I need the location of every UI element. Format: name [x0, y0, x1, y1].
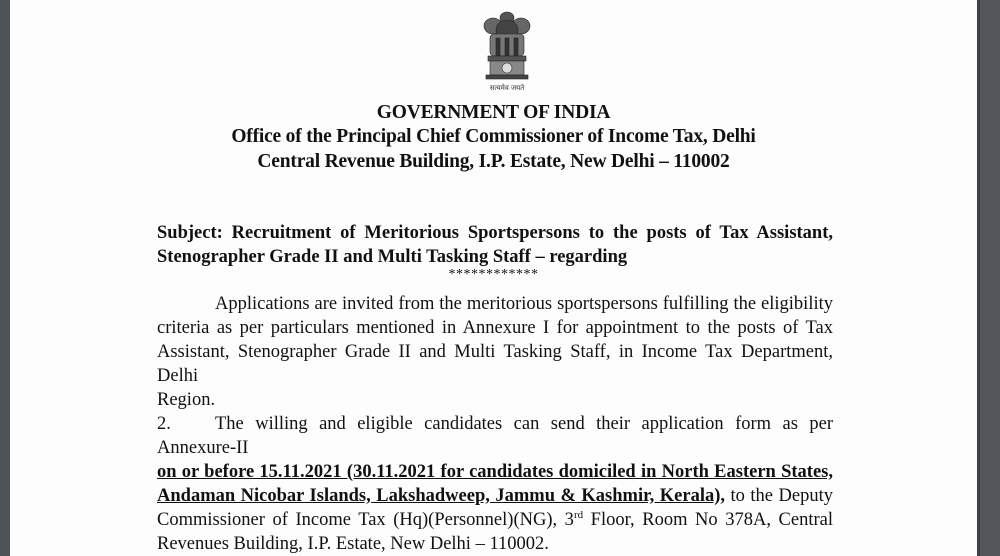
paragraph-1-line-3: Assistant, Stenographer Grade II and Multi Tasking Staff, in Income Tax Department, Delhi	[157, 342, 833, 386]
paragraph-number: 2.	[157, 414, 171, 434]
paragraph-2-line-4-pre: Commissioner of Income Tax (Hq)(Personnel)(NG), 3	[157, 510, 574, 530]
viewer-scrollbar-track[interactable]	[977, 0, 1000, 556]
paragraph-2-line-4-post: Floor, Room No 378A, Central	[583, 510, 833, 530]
paragraph-2-line-1	[157, 412, 833, 460]
deadline-highlight-line-2: Andaman Nicobar Islands, Lakshadweep, Jammu & Kashmir, Kerala),	[157, 486, 725, 506]
subject-block	[157, 221, 833, 269]
document-page	[10, 0, 977, 556]
deadline-highlight-line-1: on or before 15.11.2021 (30.11.2021 for candidates domiciled in North Eastern States,	[157, 462, 833, 482]
paragraph-2-line-4	[157, 508, 833, 532]
paragraph-1	[157, 292, 833, 412]
subject-line-2: Stenographer Grade II and Multi Tasking Staff – regarding	[157, 247, 628, 267]
separator: ************	[448, 267, 539, 282]
viewer-left-gutter	[0, 0, 10, 556]
svg-text:सत्यमेव जयते: सत्यमेव जयते	[489, 84, 525, 92]
paragraph-2-line-5: Revenues Building, I.P. Estate, New Delhi – 110002.	[157, 534, 549, 554]
paragraph-2	[157, 412, 833, 556]
header-government-of-india: GOVERNMENT OF INDIA	[376, 102, 611, 123]
paragraph-1-line-1: Applications are invited from the meritorious sportspersons fulfilling the eligibility	[215, 294, 833, 314]
paragraph-2-line-1-text: The willing and eligible candidates can send their application form as per Annexure-II	[157, 414, 833, 458]
paragraph-2-line-3	[157, 484, 833, 508]
paragraph-1-line-4: Region.	[157, 390, 216, 410]
paragraph-1-line-2: criteria as per particulars mentioned in Annexure I for appointment to the posts of Tax	[157, 318, 833, 338]
paragraph-2-line-3-rest: to the Deputy	[725, 486, 833, 506]
ordinal-suffix: rd	[573, 508, 584, 521]
header-address: Central Revenue Building, I.P. Estate, New Delhi – 110002	[257, 151, 730, 172]
national-emblem-icon	[476, 4, 538, 96]
header-office-name: Office of the Principal Chief Commissioner of Income Tax, Delhi	[231, 126, 756, 147]
subject-line-1: Subject: Recruitment of Meritorious Sportspersons to the posts of Tax Assistant,	[157, 223, 833, 243]
